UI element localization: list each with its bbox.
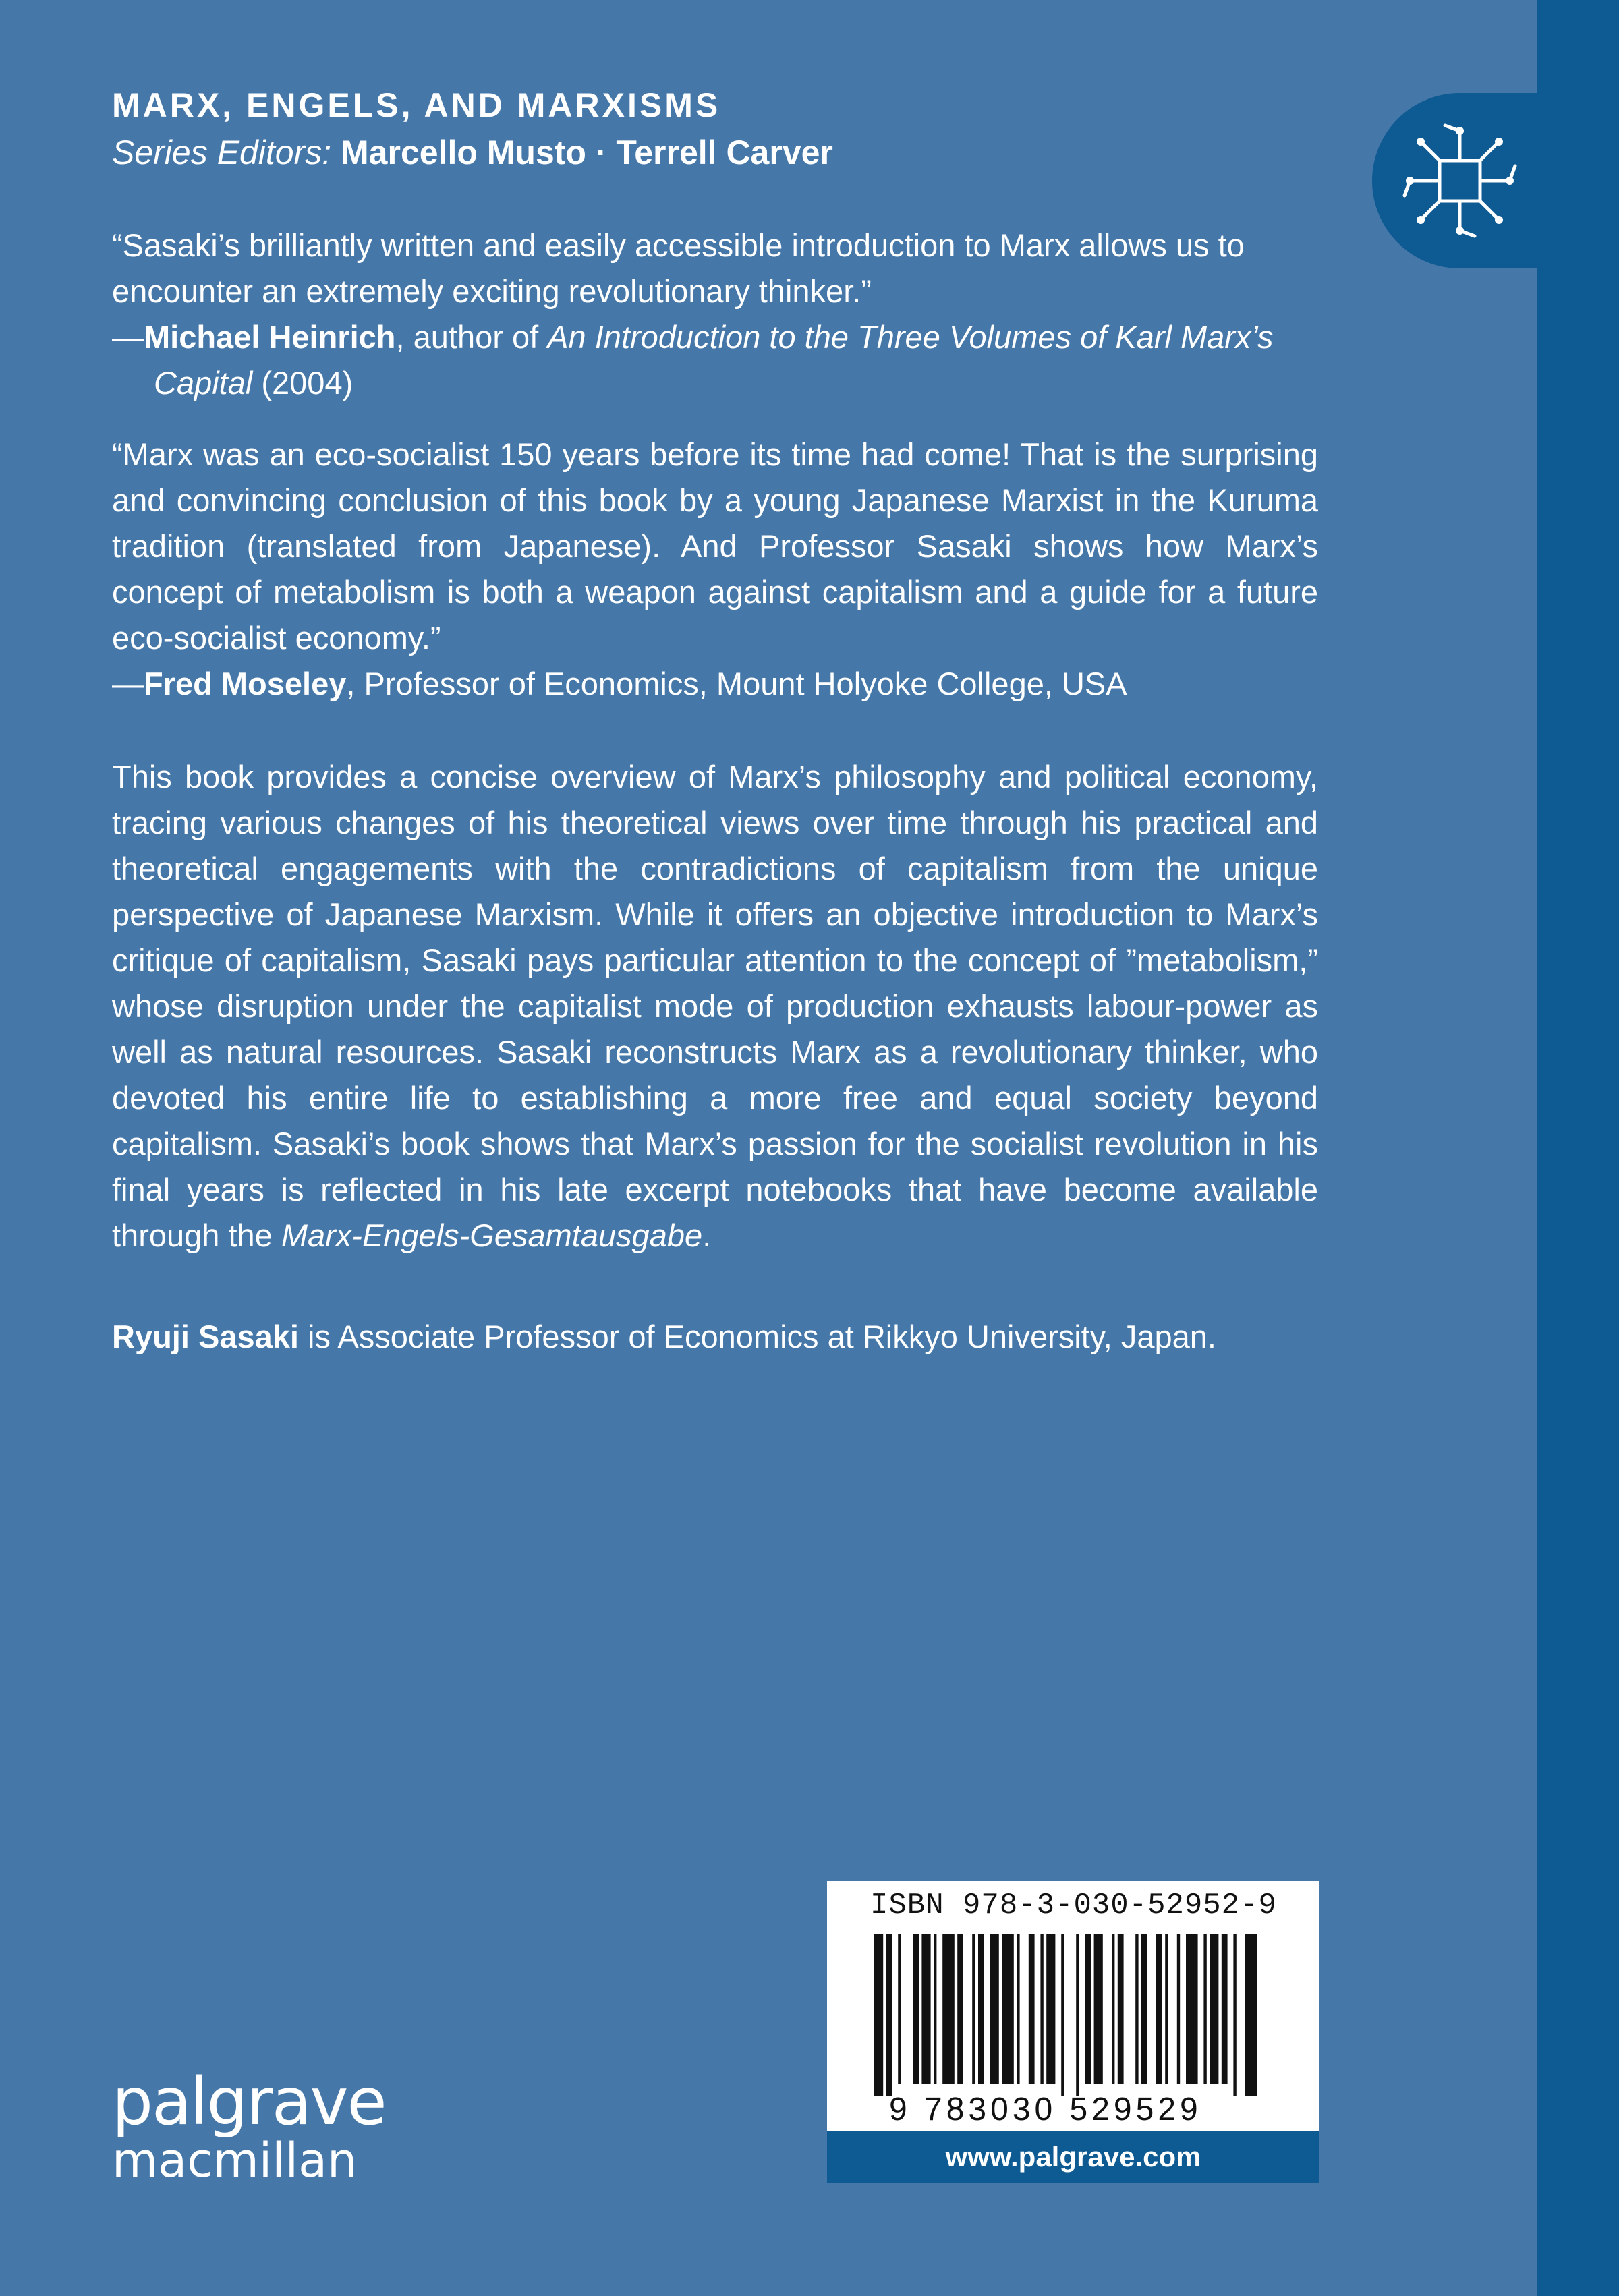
barcode-bar	[934, 1934, 936, 2084]
barcode-bar	[1156, 1934, 1162, 2084]
endorsement-quote: “Marx was an eco-socialist 150 years before its time had come! That is the surprising and convincing conclusion of this book by a young Japanese Marxist in the Kuruma tradition (translated from Japanese). And Professor Sasaki shows how Marx’s concept of metabolism is both a weapon against capitalism and a guide for a future eco-socialist economy.”	[112, 436, 1318, 656]
barcode-bar	[1118, 1934, 1124, 2084]
barcode-bar	[1141, 1934, 1147, 2084]
barcode-bar	[1094, 1934, 1103, 2084]
endorsement-attribution	[112, 314, 1318, 406]
series-editors-label: Series Editors:	[112, 134, 332, 171]
endorser-book-title: An Introduction to the Three Volumes of Karl Marx’s Capital	[154, 319, 1274, 401]
barcode-bar	[886, 1934, 892, 2096]
publisher-wordmark	[112, 2064, 386, 2188]
publisher-url: www.palgrave.com	[827, 2131, 1319, 2183]
endorser-affiliation: , Professor of Economics, Mount Holyoke College, USA	[346, 666, 1127, 701]
barcode-bar	[972, 1934, 975, 2084]
barcode-bar	[1135, 1934, 1138, 2084]
author-bio	[112, 1314, 1318, 1360]
barcode-bar	[942, 1934, 955, 2084]
barcode-bar	[1177, 1934, 1180, 2084]
barcode-bar	[978, 1934, 984, 2084]
barcode-bar	[1245, 1934, 1257, 2096]
barcode-bars	[827, 1934, 1319, 2096]
em-dash: —	[112, 319, 144, 355]
palgrave-network-icon	[1398, 119, 1522, 243]
spine-strip	[1537, 0, 1619, 2296]
description-text: This book provides a concise overview of Marx’s philosophy and political economy, tracing various changes of his theoretical views over time through his practical and theoretical engagements with the contradictions of capitalism from the unique perspective of Japanese Marxism. While it offers an objective introduction to Marx’s critique of capitalism, Sasaki pays particular attention to the concept of ”metabolism,” whose disruption under the capitalist mode of production exhausts labour-power as well as natural resources. Sasaki reconstructs Marx as a revolutionary thinker, who devoted his entire life to establishing a more free and equal society beyond capitalism. Sasaki’s book shows that Marx’s passion for the socialist revolution in his final years is reflected in his late excerpt notebooks that have become available through the	[112, 759, 1318, 1253]
barcode-bar	[1040, 1934, 1043, 2084]
barcode-bar	[1085, 1934, 1091, 2084]
barcode-digits: 9 783030 529529	[889, 2092, 1202, 2127]
barcode-bar	[1076, 1934, 1079, 2096]
series-editors	[112, 132, 833, 173]
em-dash: —	[112, 666, 144, 701]
barcode-bar	[1165, 1934, 1168, 2084]
description-title: Marx-Engels-Gesamtausgabe	[281, 1217, 703, 1253]
barcode-bar	[1203, 1934, 1206, 2084]
endorsement-moseley	[112, 432, 1318, 707]
endorsement-heinrich	[112, 223, 1318, 406]
book-description	[112, 754, 1318, 1259]
author-name: Ryuji Sasaki	[112, 1319, 299, 1354]
barcode-bar	[1112, 1934, 1114, 2084]
barcode-bar	[1061, 1934, 1064, 2096]
endorser-affiliation-prefix: , author of	[395, 319, 548, 355]
description-end: .	[702, 1217, 712, 1253]
barcode-bar	[1186, 1934, 1198, 2084]
barcode-bar	[1017, 1934, 1019, 2084]
barcode-bar	[990, 1934, 999, 2084]
author-bio-text: is Associate Professor of Economics at Rikkyo University, Japan.	[298, 1319, 1216, 1354]
barcode-bar	[1002, 1934, 1014, 2084]
barcode-bar	[1210, 1934, 1218, 2084]
publisher-wordmark-line1: palgrave	[112, 2064, 386, 2140]
barcode-bar	[1046, 1934, 1055, 2084]
barcode-bar	[957, 1934, 963, 2084]
barcode-bar	[898, 1934, 901, 2084]
endorsement-attribution	[112, 661, 1318, 707]
endorser-name: Michael Heinrich	[144, 319, 396, 355]
series-title: MARX, ENGELS, AND MARXISMS	[112, 86, 721, 124]
endorsement-quote: “Sasaki’s brilliantly written and easily accessible introduction to Marx allows us to encounter an extremely exciting revolutionary thinker.”	[112, 227, 1245, 309]
endorser-name: Fred Moseley	[144, 666, 347, 701]
endorser-affiliation-suffix: (2004)	[252, 365, 353, 401]
isbn-label: ISBN 978-3-030-52952-9	[870, 1889, 1277, 1922]
publisher-wordmark-line2: macmillan	[112, 2133, 358, 2188]
barcode-bar	[1029, 1934, 1035, 2084]
series-editor-names: Marcello Musto · Terrell Carver	[341, 134, 833, 171]
barcode-bar	[874, 1934, 883, 2096]
barcode-bar	[913, 1934, 919, 2084]
publisher-logo-tab	[1372, 93, 1537, 268]
barcode-panel	[827, 1881, 1319, 2183]
barcode-bar	[1233, 1934, 1236, 2096]
barcode-bar	[921, 1934, 930, 2084]
barcode-bar	[1222, 1934, 1228, 2084]
